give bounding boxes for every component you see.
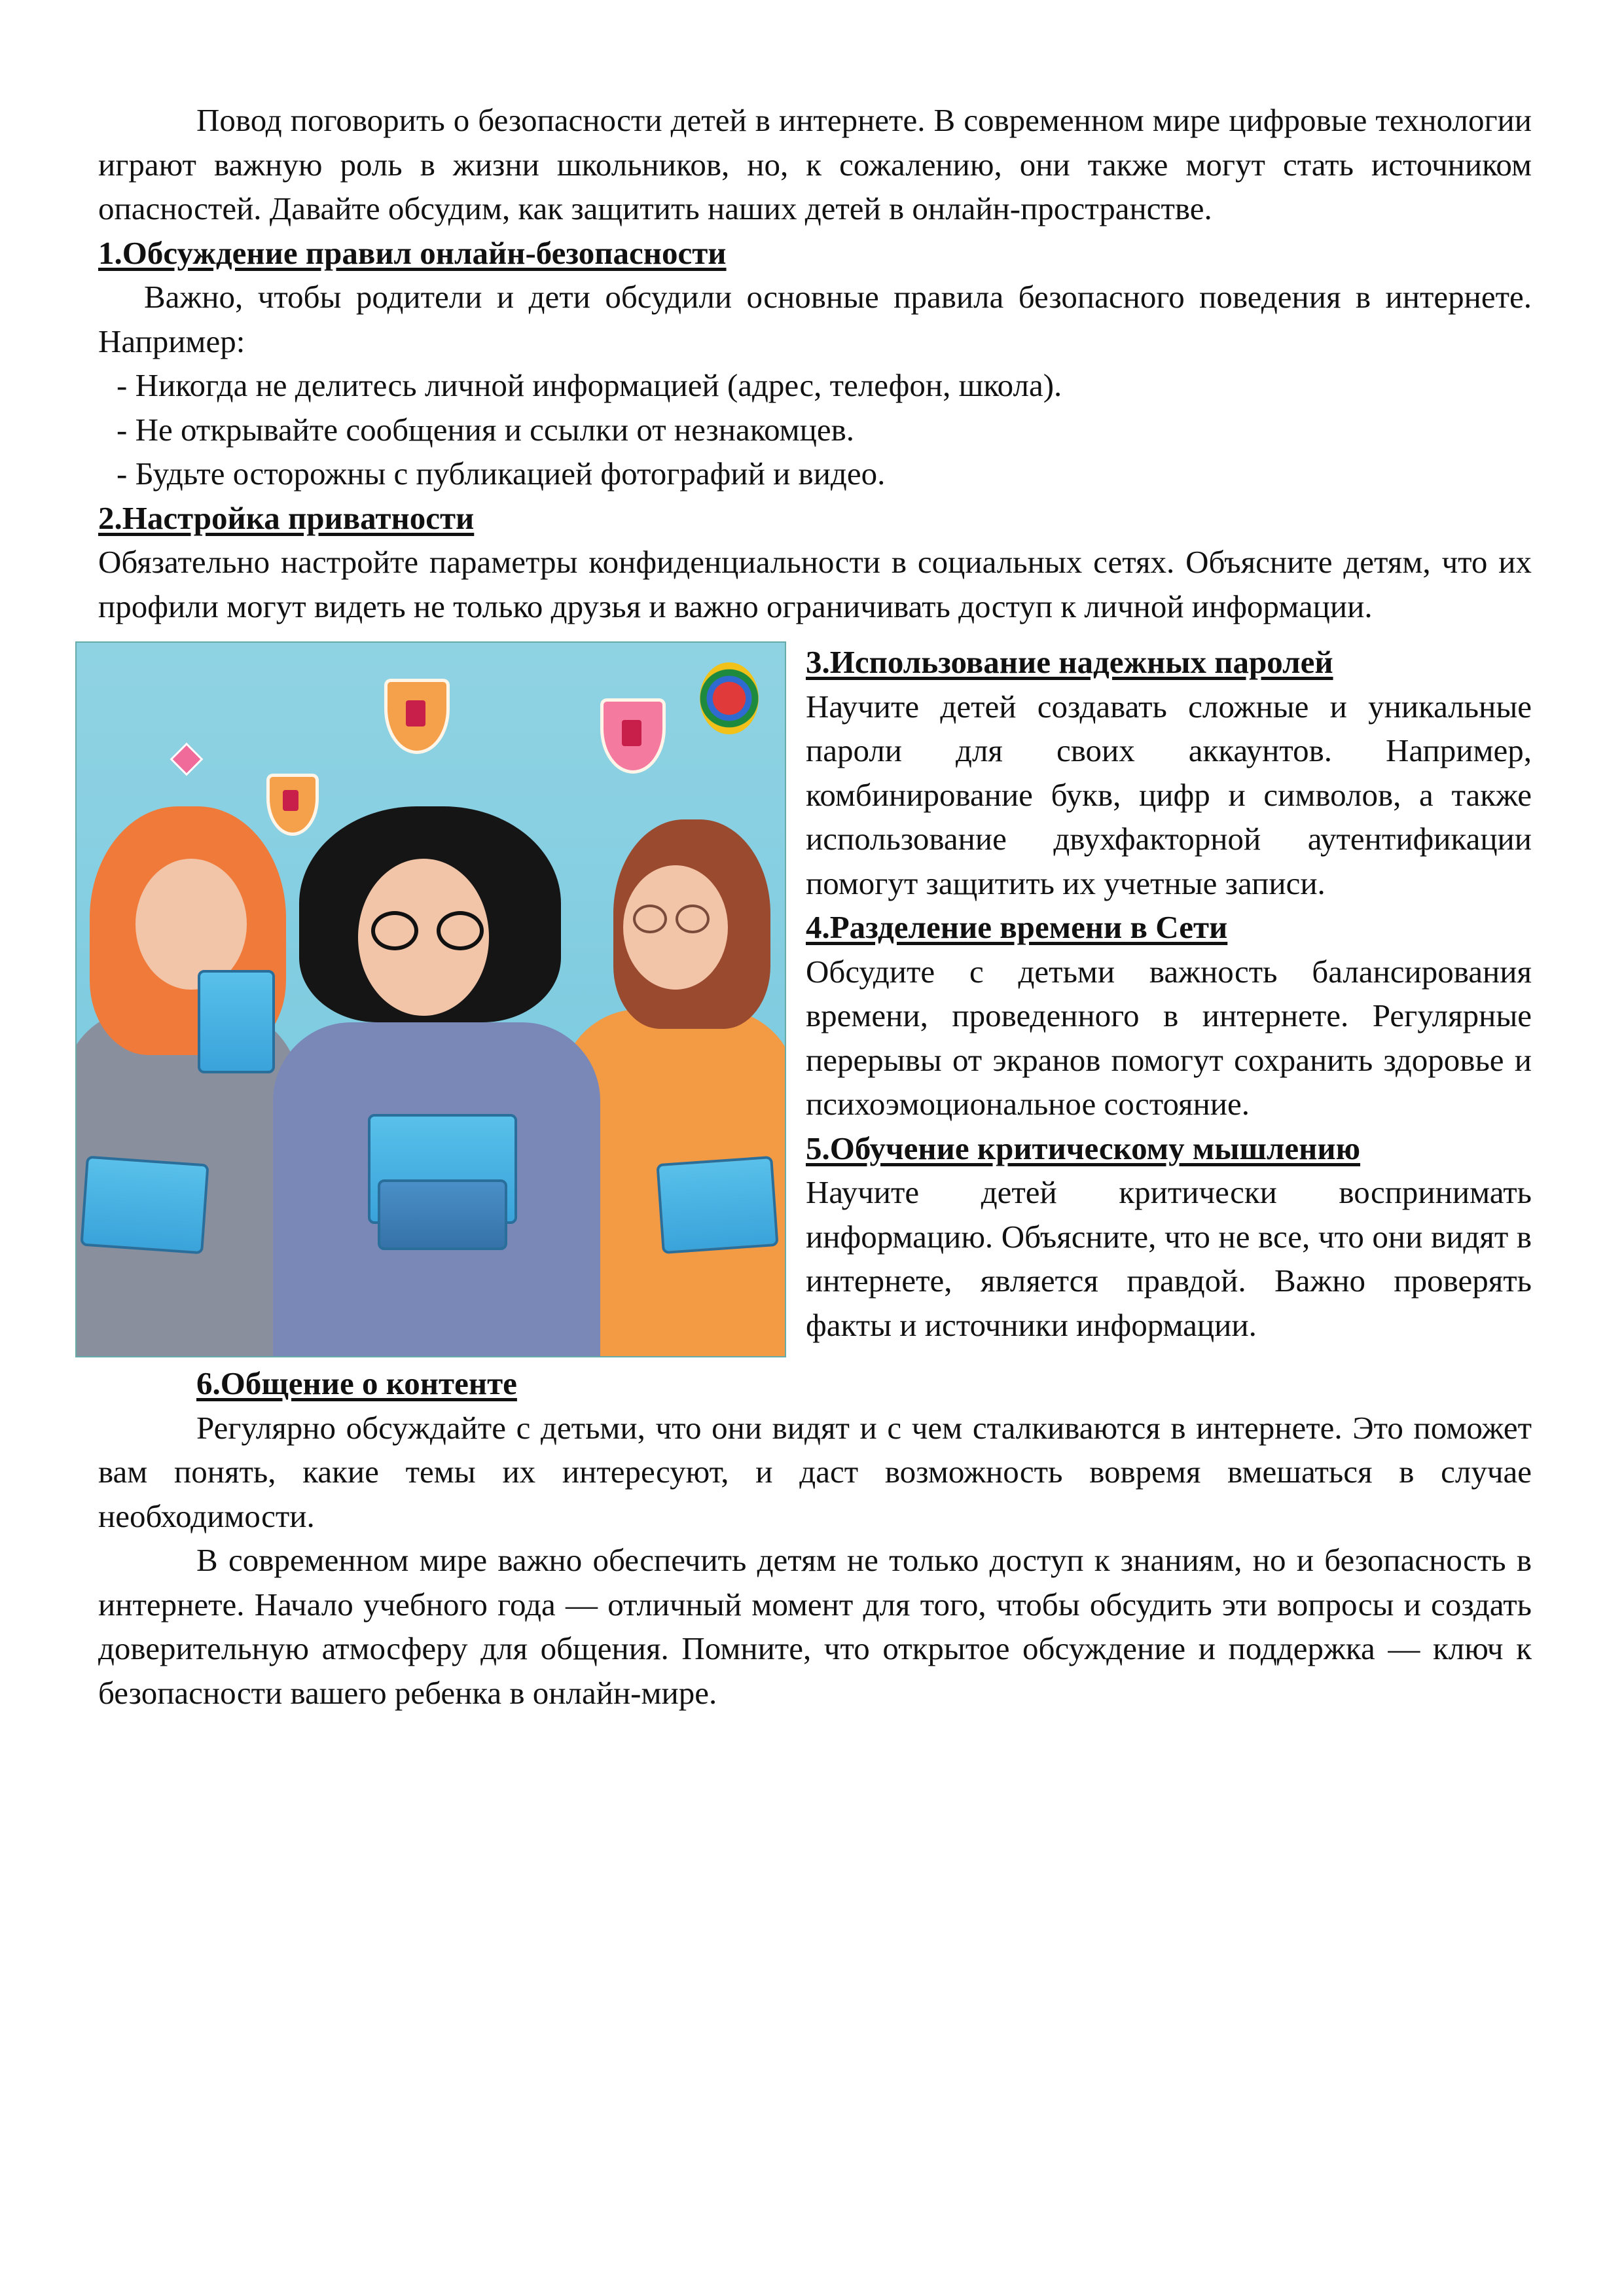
tablet-icon (80, 1156, 209, 1255)
shield-icon (384, 679, 450, 754)
tablet-icon (378, 1179, 507, 1250)
section-2-text: Обязательно настройте параметры конфиденциальности в социальных сетях. Объясните детям, что их профили могут видеть не только друзья и важно ограничивать доступ к личной информации. (98, 544, 1532, 624)
section-5-text: Научите детей критически воспринимать информацию. Объясните, что не все, что они видят в интернете, является правдой. Важно проверять факты и источники информации. (806, 1174, 1532, 1343)
conclusion-paragraph: В современном мире важно обеспечить детям не только доступ к знаниям, но и безопасность в интернете. Начало учебного года — отличный момент для того, чтобы обсудить эти вопросы и создать доверительную атмосферу для общения. Помните, что открытое обсуждение и поддержка — ключ к безопасности вашего ребенка в онлайн-мире. (98, 1542, 1532, 1711)
section-6-heading: 6.Общение о контенте (196, 1365, 517, 1401)
section-5-heading: 5.Обучение критическому мышлению (806, 1130, 1361, 1166)
emblem-icon (700, 662, 759, 734)
section-3-heading: 3.Использование надежных паролей (806, 644, 1333, 680)
tablet-icon (656, 1156, 778, 1254)
bullet-item: - Не открывайте сообщения и ссылки от незнакомцев. (117, 411, 854, 448)
shield-icon (266, 774, 319, 836)
intro-paragraph: Повод поговорить о безопасности детей в интернете. В современном мире цифровые технологии играют важную роль в жизни школьников, но, к сожалению, они также могут стать источником опасностей. Давайте обсудим, как защитить наших детей в онлайн-пространстве. (98, 102, 1532, 226)
section-2-heading: 2.Настройка приватности (98, 499, 475, 536)
section-1-heading: 1.Обсуждение правил онлайн-безопасности (98, 234, 727, 271)
tablet-icon (198, 970, 275, 1073)
bullet-item: - Никогда не делитесь личной информацией (адрес, телефон, школа). (117, 367, 1062, 403)
section-6-text: Регулярно обсуждайте с детьми, что они видят и с чем сталкиваются в интернете. Это поможет вам понять, какие темы их интересуют, и даст возможность вовремя вмешаться в случае необходимости. (98, 1409, 1532, 1534)
section-3-text: Научите детей создавать сложные и уникальные пароли для своих аккаунтов. Например, комбинирование букв, цифр и символов, а также использование двухфакторной аутентификации помогут защитить их учетные записи. (806, 688, 1532, 901)
document-page (98, 98, 1532, 1715)
shield-icon (600, 698, 666, 774)
bullet-item: - Будьте осторожны с публикацией фотографий и видео. (117, 456, 886, 492)
glasses-icon (676, 905, 710, 933)
glasses-icon (633, 905, 667, 933)
section-4-heading: 4.Разделение времени в Сети (806, 909, 1228, 945)
illustration (75, 641, 786, 1357)
glasses-icon (371, 911, 418, 950)
glasses-icon (437, 911, 484, 950)
section-1-text: Важно, чтобы родители и дети обсудили основные правила безопасного поведения в интернете. Например: (98, 279, 1532, 359)
location-pin-icon (170, 743, 204, 776)
section-4-text: Обсудите с детьми важность балансирования времени, проведенного в интернете. Регулярные перерывы от экранов помогут сохранить здоровье и психоэмоциональное состояние. (806, 953, 1532, 1122)
